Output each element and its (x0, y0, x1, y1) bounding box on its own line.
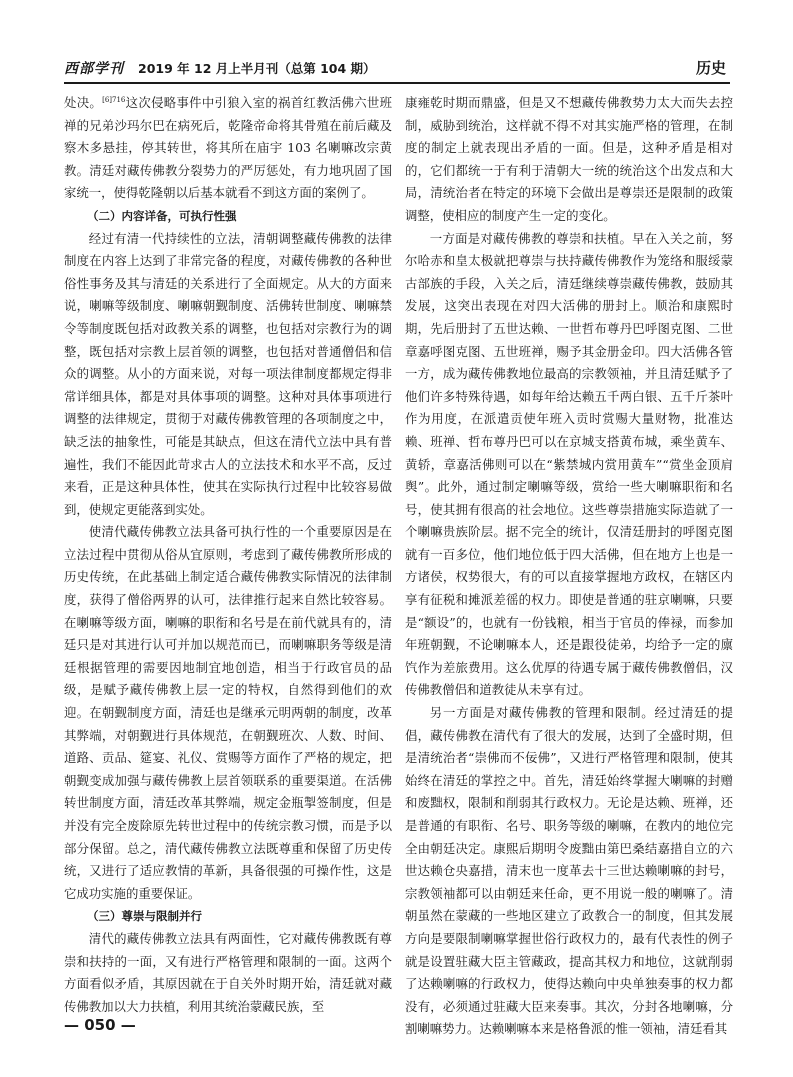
paragraph-text: 处决。 (64, 95, 103, 110)
subheading: （二）内容详备，可执行性强 (87, 208, 237, 223)
paragraph-text: 这次侵略事件中引狼入室的祸首红教活佛六世班禅的兄弟沙玛尔巴在病死后，乾隆帝命将其骨殖在前后藏及察木多悬挂，停其转世，将其所在庙宇 103 名喇嘛改宗黄教。清廷对藏传佛教分裂势力的严厉惩处，有力地巩固了国家统一，使得乾隆朝以后基本就看不到这方面的案例了。 (64, 95, 393, 201)
page-number: — 050 — (64, 1016, 136, 1034)
paragraph (64, 92, 392, 205)
paragraph: 经过有清一代持续性的立法，清朝调整藏传佛教的法律制度在内容上达到了非常完备的程度，对藏传佛教的各种世俗性事务及其与清廷的关系进行了全面规定。从大的方面来说，喇嘛等级制度、喇嘛朝觐制度、活佛转世制度、喇嘛禁令等制度既包括对政教关系的调整，也包括对宗教行为的调整，既包括对宗教上层首领的调整，也包括对普通僧侣和信众的调整。从小的方面来说，对每一项法律制度都规定得非常详细具体，都是对具体事项的调整。这种对具体事项进行调整的法律规定，贯彻于对藏传佛教管理的各项制度之中，缺乏法的抽象性，可能是其缺点，但这在清代立法中具有普遍性，我们不能因此苛求古人的立法技术和水平不高，反过来看，正是这种具体性，使其在实际执行过程中比较容易做到，使规定更能落到实处。 (64, 230, 392, 517)
section-title: 历史 (695, 59, 726, 77)
paragraph: 清代的藏传佛教立法具有两面性，它对藏传佛教既有尊崇和扶持的一面，又有进行严格管理和限制的一面。这两个方面看似矛盾，其原因就在于自关外时期开始，清廷就对藏传佛教加以大力扶植，利用其统治蒙藏民族，至 (64, 930, 392, 1014)
paragraph: 一方面是对藏传佛教的尊崇和扶植。早在入关之前，努尔哈赤和皇太极就把尊崇与扶持藏传佛教作为笼络和服绥蒙古部族的手段，入关之后，清廷继续尊崇藏传佛教，鼓励其发展，这突出表现在对四大活佛的册封上。顺治和康熙时期，先后册封了五世达赖、一世哲布尊丹巴呼图克图、二世章嘉呼图克图、五世班禅，赐予其金册金印。四大活佛各管一方，成为藏传佛教地位最高的宗教领袖，并且清廷赋予了他们许多特殊待遇，如每年给达赖五千两白银、五千斤茶叶作为用度，在派遣贡使年班入贡时赏赐大量财物，批准达赖、班禅、哲布尊丹巴可以在京城支搭黄布城，乘坐黄车、黄轿，章嘉活佛则可以在“紫禁城内赏用黄车”“赏坐金顶肩舆”。此外，通过制定喇嘛等级，赏给一些大喇嘛职衔和名号，使其拥有很高的社会地位。这些尊崇措施实际造就了一个喇嘛贵族阶层。据不完全的统计，仅清廷册封的呼图克图就有一百多位，他们地位低于四大活佛，但在地方上也是一方诸侯，权势很大，有的可以直接掌握地方政权，在辖区内享有征税和摊派差徭的权力。即使是普通的驻京喇嘛，只要是“额设”的，也就有一份钱粮，相当于官员的俸禄，而参加年班朝觐，不论喇嘛本人，还是跟役徒弟，均给予一定的廪饩作为差旅费用。这么优厚的待遇专属于藏传佛教僧侣，汉传佛教僧侣和道教徒从未享有过。 (405, 230, 733, 698)
issue-info: 2019 年 12 月上半月刊（总第 104 期） (138, 61, 376, 76)
journal-logo: 西部学刊 (64, 61, 124, 77)
right-column (405, 92, 733, 1041)
left-column (64, 92, 392, 1018)
paragraph: 使清代藏传佛教立法具备可执行性的一个重要原因是在立法过程中贯彻从俗从宜原则，考虑到了藏传佛教所形成的历史传统，在此基础上制定适合藏传佛教实际情况的法律制度，获得了僧俗两界的认可，法律推行起来自然比较容易。在喇嘛等级方面，喇嘛的职衔和名号是在前代就具有的，清廷只是对其进行认可并加以规范而已，而喇嘛职务等级是清廷根据管理的需要因地制宜地创造，相当于行政官员的品级，是赋予藏传佛教上层一定的特权，自然得到他们的欢迎。在朝觐制度方面，清廷也是继承元明两朝的制度，改革其弊端，对朝觐进行具体规范，在朝觐班次、人数、时间、道路、贡品、筵宴、礼仪、赏赐等方面作了严格的规定，把朝觐变成加强与藏传佛教上层首领联系的重要渠道。在活佛转世制度方面，清廷改革其弊端，规定金瓶掣签制度，但是并没有完全废除原先转世过程中的传统宗教习惯，而是予以部分保留。总之，清代藏传佛教立法既尊重和保留了历史传统，又进行了适应教情的革新，具备很强的可操作性，这是它成功实施的重要保证。 (64, 524, 392, 901)
paragraph: 另一方面是对藏传佛教的管理和限制。经过清廷的提倡，藏传佛教在清代有了很大的发展，达到了全盛时期，但是清统治者“崇佛而不佞佛”，又进行严格管理和限制，使其始终在清廷的掌控之中。首先，清廷始终掌握大喇嘛的封赠和废黜权，限制和削弱其行政权力。无论是达赖、班禅，还是普通的有职衔、名号、职务等级的喇嘛，在教内的地位完全由朝廷决定。康熙后期明令废黜由第巴桑结嘉措自立的六世达赖仓央嘉措，清末也一度革去十三世达赖喇嘛的封号，宗教领袖都可以由朝廷来任命，更不用说一般的喇嘛了。清朝虽然在蒙藏的一些地区建立了政教合一的制度，但其发展方向是要限制喇嘛掌握世俗行政权力的，最有代表性的例子就是设置驻藏大臣主管藏政，提高其权力和地位，这就削弱了达赖喇嘛的行政权力，使得达赖向中央单独奏事的权力都没有，必须通过驻藏大臣来奏事。其次，分封各地喇嘛，分割喇嘛势力。达赖喇嘛本来是格鲁派的惟一领袖，清廷看其 (405, 705, 733, 1037)
paragraph: 康雍乾时期而鼎盛，但是又不想藏传佛教势力太大而失去控制，威胁到统治，这样就不得不对其实施严格的管理，在制度的制定上就表现出矛盾的一面。但是，这种矛盾是相对的，它们都统一于有利于清朝大一统的统治这个出发点和大局，清统治者在特定的环境下会做出是尊崇还是限制的政策调整，使相应的制度产生一定的变化。 (405, 95, 733, 223)
page-header (64, 56, 730, 82)
reference-marker: [6]716 (102, 95, 126, 104)
header-rule (64, 82, 730, 84)
subheading: （三）尊崇与限制并行 (87, 909, 202, 924)
